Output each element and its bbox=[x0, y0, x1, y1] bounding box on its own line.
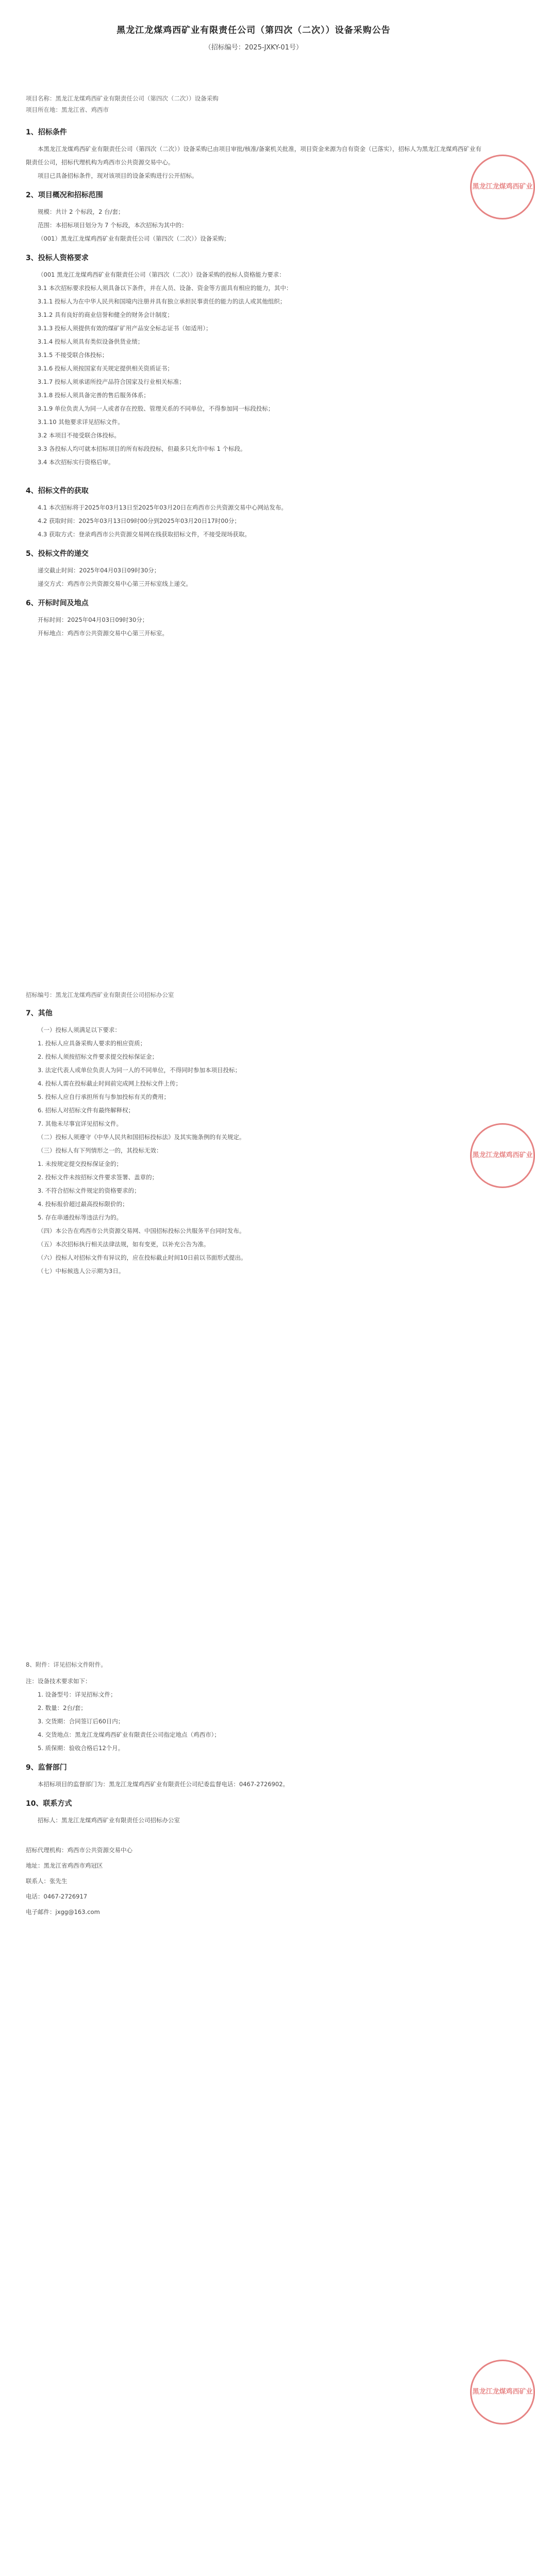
section-5-heading: 5、投标文件的递交 bbox=[26, 550, 89, 558]
paragraph: 3. 法定代表人或单位负责人为同一人的不同单位，不得同时参加本项目投标； bbox=[38, 1066, 241, 1074]
paragraph: 范围：本招标项目划分为 7 个标段，本次招标为其中的： bbox=[38, 222, 188, 229]
paragraph: 开标时间：2025年04月03日09时30分； bbox=[38, 616, 148, 623]
paragraph: 4.2 获取时间：2025年03月13日09时00分到2025年03月20日17时00分； bbox=[38, 517, 241, 524]
page-2-intro: 招标编号：黑龙江龙煤鸡西矿业有限责任公司招标办公室 bbox=[26, 991, 174, 998]
section-7-heading: 7、其他 bbox=[26, 1009, 53, 1018]
section-3-heading: 3、投标人资格要求 bbox=[26, 254, 89, 262]
paragraph: （一）投标人须满足以下要求： bbox=[38, 1026, 121, 1033]
paragraph: （001 黑龙江龙煤鸡西矿业有限责任公司（第四次（二次））设备采购的投标人资格能力要求： bbox=[38, 271, 285, 278]
notes-line: 2. 数量：2台/套； bbox=[38, 1704, 87, 1711]
agent-phone: 电话：0467-2726917 bbox=[26, 1893, 88, 1900]
paragraph: 5. 投标人应自行承担所有与参加投标有关的费用； bbox=[38, 1093, 170, 1100]
stamp-text: 黑龙江龙煤鸡西矿业 bbox=[472, 183, 533, 191]
paragraph: 本招标项目的监督部门为：黑龙江龙煤鸡西矿业有限责任公司纪委监督电话：0467-2726902。 bbox=[38, 1781, 289, 1788]
paragraph: 3.1.5 不接受联合体投标； bbox=[38, 351, 108, 359]
paragraph: （五）本次招标执行相关法律法规，如有变更，以补充公告为准。 bbox=[38, 1241, 210, 1248]
paragraph: 3.3 各投标人均可就本招标项目的所有标段投标，但最多只允许中标 1 个标段。 bbox=[38, 445, 246, 452]
page-title: 黑龙江龙煤鸡西矿业有限责任公司（第四次（二次））设备采购公告 bbox=[116, 25, 391, 36]
paragraph: （七）中标候选人公示期为3日。 bbox=[38, 1267, 125, 1275]
paragraph: 本黑龙江龙煤鸡西矿业有限责任公司（第四次（二次））设备采购已由项目审批/核准/备案机关批准，项目资金来源为自有资金（已落实），招标人为黑龙江龙煤鸡西矿业有限责任公司，招标代理机构为鸡西市公共资源交易中心。 bbox=[26, 145, 481, 166]
section-4-heading: 4、招标文件的获取 bbox=[26, 487, 89, 495]
paragraph: （二）投标人须遵守《中华人民共和国招标投标法》及其实施条例的有关规定。 bbox=[38, 1133, 245, 1141]
paragraph: 递交方式：鸡西市公共资源交易中心第三开标室线上递交。 bbox=[38, 580, 192, 587]
paragraph: 2. 投标文件未按招标文件要求签署、盖章的； bbox=[38, 1174, 158, 1181]
tender-number: （招标编号：2025-JXKY-01号） bbox=[204, 44, 303, 52]
agent-contact bbox=[26, 1842, 481, 1920]
paragraph: （001）黑龙江龙煤鸡西矿业有限责任公司（第四次（二次））设备采购； bbox=[38, 235, 230, 242]
notes-title: 注：设备技术要求如下： bbox=[26, 1677, 91, 1685]
project-location: 项目所在地：黑龙江省、鸡西市 bbox=[26, 106, 109, 113]
paragraph: 1. 未按规定提交投标保证金的； bbox=[38, 1160, 123, 1167]
paragraph: 6. 招标人对招标文件有最终解释权； bbox=[38, 1107, 135, 1114]
paragraph: 5. 存在串通投标等违法行为的。 bbox=[38, 1214, 123, 1221]
paragraph: 3.1.10 其他要求详见招标文件。 bbox=[38, 418, 124, 426]
company-stamp bbox=[470, 1123, 535, 1188]
section-2-heading: 2、项目概况和招标范围 bbox=[26, 191, 103, 199]
stamp-text: 黑龙江龙煤鸡西矿业 bbox=[472, 1151, 533, 1159]
paragraph: 2. 投标人须按招标文件要求提交投标保证金； bbox=[38, 1053, 158, 1060]
paragraph: 3.4 本次招标实行资格后审。 bbox=[38, 459, 114, 466]
section-9-heading: 9、监督部门 bbox=[26, 1764, 67, 1772]
paragraph: 规模：共计 2 个标段，2 台/套； bbox=[38, 208, 124, 215]
paragraph: （六）投标人对招标文件有异议的，应在投标截止时间10日前以书面形式提出。 bbox=[38, 1254, 247, 1261]
paragraph: 开标地点：鸡西市公共资源交易中心第三开标室。 bbox=[38, 630, 168, 637]
project-name: 项目名称：黑龙江龙煤鸡西矿业有限责任公司（第四次（二次））设备采购 bbox=[26, 95, 219, 102]
company-stamp bbox=[470, 155, 535, 219]
paragraph: 3.1.8 投标人须具备完善的售后服务体系； bbox=[38, 392, 149, 399]
paragraph: 3. 不符合招标文件规定的资格要求的； bbox=[38, 1187, 140, 1194]
paragraph: 3.1.6 投标人须按国家有关规定提供相关资质证书； bbox=[38, 365, 173, 372]
paragraph: 4. 投标报价超过最高投标限价的； bbox=[38, 1200, 128, 1208]
page-1 bbox=[0, 0, 533, 969]
paragraph: 3.2 本项目不接受联合体投标。 bbox=[38, 432, 120, 439]
page-3-intro: 8、附件：详见招标文件附件。 bbox=[26, 1661, 107, 1668]
notes-line: 3. 交货期：合同签订后60日内； bbox=[38, 1718, 124, 1725]
paragraph: 1. 投标人应具备采购人要求的相应资质； bbox=[38, 1040, 146, 1047]
paragraph: 3.1.2 具有良好的商业信誉和健全的财务会计制度； bbox=[38, 311, 173, 318]
agent-address: 地址：黑龙江省鸡西市鸡冠区 bbox=[26, 1862, 103, 1869]
notes-line: 4. 交货地点：黑龙江龙煤鸡西矿业有限责任公司指定地点（鸡西市）； bbox=[38, 1731, 220, 1738]
paragraph: （三）投标人有下列情形之一的，其投标无效： bbox=[38, 1147, 162, 1154]
paragraph: 3.1.4 投标人须具有类似设备供货业绩； bbox=[38, 338, 144, 345]
page-2 bbox=[0, 969, 533, 1638]
paragraph: 4.3 获取方式：登录鸡西市公共资源交易网在线获取招标文件，不接受现场获取。 bbox=[38, 531, 250, 538]
paragraph: 3.1.9 单位负责人为同一人或者存在控股、管理关系的不同单位，不得参加同一标段投标； bbox=[38, 405, 274, 412]
paragraph: 招标人：黑龙江龙煤鸡西矿业有限责任公司招标办公室 bbox=[38, 1817, 180, 1824]
paragraph: 7. 其他未尽事宜详见招标文件。 bbox=[38, 1120, 123, 1127]
paragraph: 3.1.1 投标人为在中华人民共和国境内注册并具有独立承担民事责任的能力的法人或其他组织； bbox=[38, 298, 286, 305]
page-3 bbox=[0, 1638, 533, 2576]
agent-name: 招标代理机构：鸡西市公共资源交易中心 bbox=[26, 1846, 132, 1854]
section-6-heading: 6、开标时间及地点 bbox=[26, 599, 89, 607]
notes-line: 1. 设备型号：详见招标文件； bbox=[38, 1691, 116, 1698]
paragraph: 4. 投标人需在投标截止时间前完成网上投标文件上传； bbox=[38, 1080, 182, 1087]
paragraph: （四）本公告在鸡西市公共资源交易网、中国招标投标公共服务平台同时发布。 bbox=[38, 1227, 245, 1234]
stamp-text: 黑龙江龙煤鸡西矿业 bbox=[472, 2388, 533, 2396]
paragraph: 3.1.7 投标人须承诺所投产品符合国家及行业相关标准； bbox=[38, 378, 185, 385]
section-1-heading: 1、招标条件 bbox=[26, 128, 67, 137]
paragraph: 3.1.3 投标人须提供有效的煤矿矿用产品安全标志证书（如适用）； bbox=[38, 325, 212, 332]
agent-contact-person: 联系人：张先生 bbox=[26, 1877, 68, 1885]
paragraph: 项目已具备招标条件，现对该项目的设备采购进行公开招标。 bbox=[38, 172, 198, 179]
company-stamp bbox=[470, 2360, 535, 2425]
notes-line: 5. 质保期：验收合格后12个月。 bbox=[38, 1744, 124, 1752]
paragraph: 递交截止时间：2025年04月03日09时30分； bbox=[38, 567, 160, 574]
section-10-heading: 10、联系方式 bbox=[26, 1800, 72, 1808]
paragraph: 4.1 本次招标将于2025年03月13日至2025年03月20日在鸡西市公共资源交易中心网站发布。 bbox=[38, 504, 288, 511]
agent-email: 电子邮件：jxgg@163.com bbox=[26, 1908, 100, 1916]
paragraph: 3.1 本次招标要求投标人须具备以下条件，并在人员、设备、资金等方面具有相应的能力，其中： bbox=[38, 284, 292, 292]
